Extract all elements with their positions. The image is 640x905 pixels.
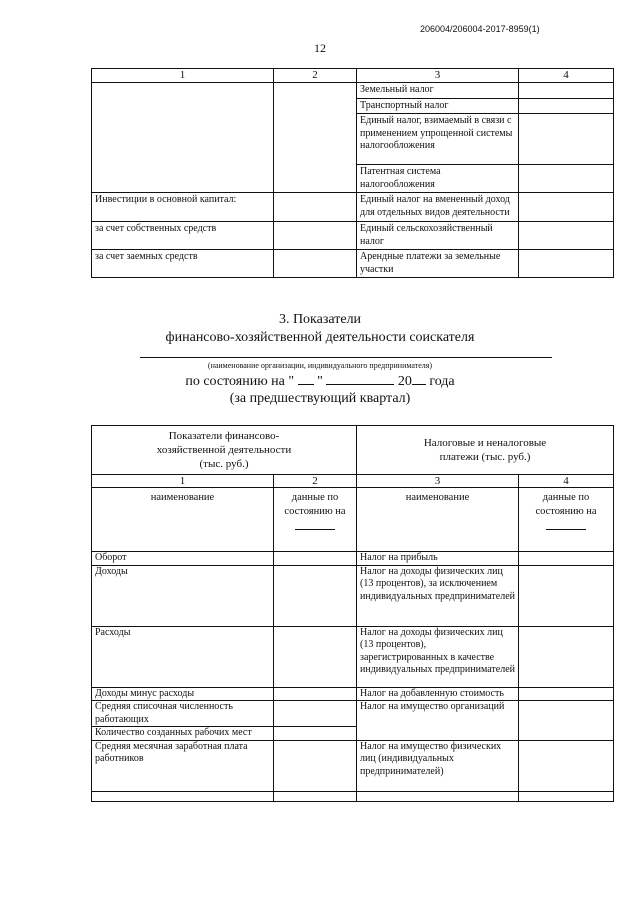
indicator-name: за счет заемных средств bbox=[92, 250, 274, 278]
value-cell bbox=[519, 83, 614, 99]
table-row bbox=[92, 565, 614, 626]
indicators-table bbox=[91, 425, 614, 802]
day-blank bbox=[298, 373, 314, 385]
value-cell bbox=[519, 701, 614, 741]
tax-name: Налог на добавленную стоимость bbox=[357, 687, 519, 701]
year-blank bbox=[412, 373, 426, 385]
document-number: 206004/206004-2017-8959(1) bbox=[420, 24, 540, 34]
period-note: (за предшествующий квартал) bbox=[229, 391, 411, 406]
value-cell bbox=[274, 250, 357, 278]
tax-name: Патентная система налогообложения bbox=[357, 165, 519, 193]
tax-name: Налог на доходы физических лиц (13 процентов), за исключением индивидуальных предпринимателей bbox=[357, 565, 519, 626]
as-of-quote: " bbox=[317, 374, 323, 389]
table-row bbox=[92, 687, 614, 701]
value-cell bbox=[274, 626, 357, 687]
indicator-name: Доходы bbox=[92, 565, 274, 626]
as-of-year: 20 bbox=[397, 374, 412, 389]
tax-name: Транспортный налог bbox=[357, 98, 519, 114]
indicator-name: Оборот bbox=[92, 552, 274, 566]
value-cell bbox=[274, 687, 357, 701]
column-header-row bbox=[92, 488, 614, 552]
page-number: 12 bbox=[314, 41, 326, 55]
month-blank bbox=[326, 373, 394, 385]
value-cell bbox=[274, 701, 357, 727]
tax-name: Единый налог, взимаемый в связи с применением упрощенной системы налогообложения bbox=[357, 114, 519, 165]
col-header-data bbox=[274, 488, 357, 552]
column-number-row bbox=[92, 475, 614, 488]
value-cell bbox=[519, 565, 614, 626]
value-cell bbox=[519, 114, 614, 165]
value-cell bbox=[274, 83, 357, 193]
indicator-name: Расходы bbox=[92, 626, 274, 687]
column-number: 2 bbox=[274, 69, 357, 83]
date-blank bbox=[295, 519, 335, 530]
tax-name: Налог на имущество физических лиц (индивидуальных предпринимателей) bbox=[357, 740, 519, 791]
col-header-name: наименование bbox=[357, 488, 519, 552]
col-header-data-label: данные по состоянию на bbox=[535, 492, 597, 517]
value-cell bbox=[519, 193, 614, 222]
col-header-name: наименование bbox=[92, 488, 274, 552]
group-header-payments: Налоговые и неналоговые платежи (тыс. руб.) bbox=[357, 426, 614, 475]
column-number-row bbox=[92, 69, 614, 83]
value-cell bbox=[274, 193, 357, 222]
indicator-name: Доходы минус расходы bbox=[92, 687, 274, 701]
indicator-name: Количество созданных рабочих мест bbox=[92, 727, 274, 741]
empty-cell bbox=[92, 83, 274, 193]
column-number: 3 bbox=[357, 69, 519, 83]
value-cell bbox=[274, 727, 357, 741]
indicator-name: Средняя месячная заработная плата работников bbox=[92, 740, 274, 791]
table-row bbox=[92, 626, 614, 687]
as-of-date-line bbox=[0, 373, 640, 390]
empty-cell bbox=[92, 791, 274, 801]
group-header-row bbox=[92, 426, 614, 475]
table-row bbox=[92, 740, 614, 791]
column-number: 3 bbox=[357, 475, 519, 488]
value-cell bbox=[274, 222, 357, 250]
tax-name: Арендные платежи за земельные участки bbox=[357, 250, 519, 278]
section-subheading: финансово-хозяйственной деятельности соискателя bbox=[165, 330, 475, 345]
tax-name: Налог на имущество организаций bbox=[357, 701, 519, 741]
table-row bbox=[92, 83, 614, 99]
table-row bbox=[92, 791, 614, 801]
table-row bbox=[92, 222, 614, 250]
value-cell bbox=[519, 165, 614, 193]
indicator-name: Инвестиции в основной капитал: bbox=[92, 193, 274, 222]
column-number: 4 bbox=[519, 475, 614, 488]
indicator-name: за счет собственных средств bbox=[92, 222, 274, 250]
value-cell bbox=[519, 98, 614, 114]
indicator-name: Средняя списочная численность работающих bbox=[92, 701, 274, 727]
value-cell bbox=[519, 222, 614, 250]
name-fill-line bbox=[140, 357, 552, 358]
as-of-suffix: года bbox=[429, 374, 455, 389]
table-row bbox=[92, 250, 614, 278]
value-cell bbox=[274, 740, 357, 791]
value-cell bbox=[274, 565, 357, 626]
tax-name: Единый сельскохозяйственный налог bbox=[357, 222, 519, 250]
value-cell bbox=[519, 740, 614, 791]
col-header-data bbox=[519, 488, 614, 552]
empty-cell bbox=[519, 791, 614, 801]
column-number: 4 bbox=[519, 69, 614, 83]
column-number: 2 bbox=[274, 475, 357, 488]
name-caption: (наименование организации, индивидуального предпринимателя) bbox=[207, 361, 433, 370]
table-row bbox=[92, 552, 614, 566]
value-cell bbox=[519, 250, 614, 278]
value-cell bbox=[519, 552, 614, 566]
table-row bbox=[92, 701, 614, 727]
column-number: 1 bbox=[92, 475, 274, 488]
as-of-prefix: по состоянию на " bbox=[185, 374, 295, 389]
value-cell bbox=[274, 552, 357, 566]
date-blank bbox=[546, 519, 586, 530]
column-number: 1 bbox=[92, 69, 274, 83]
col-header-data-label: данные по состоянию на bbox=[284, 492, 346, 517]
tax-name: Земельный налог bbox=[357, 83, 519, 99]
tax-name: Налог на прибыль bbox=[357, 552, 519, 566]
tax-name: Налог на доходы физических лиц (13 процентов), зарегистрированных в качестве индивидуальных предпринимателей bbox=[357, 626, 519, 687]
value-cell bbox=[519, 687, 614, 701]
value-cell bbox=[519, 626, 614, 687]
empty-cell bbox=[274, 791, 357, 801]
empty-cell bbox=[357, 791, 519, 801]
taxes-continuation-table bbox=[91, 68, 614, 278]
indicator-name: Единый налог на вмененный доход для отдельных видов деятельности bbox=[357, 193, 519, 222]
section-heading: 3. Показатели bbox=[278, 312, 362, 327]
group-header-indicators: Показатели финансово-хозяйственной деятельности (тыс. руб.) bbox=[92, 426, 357, 475]
